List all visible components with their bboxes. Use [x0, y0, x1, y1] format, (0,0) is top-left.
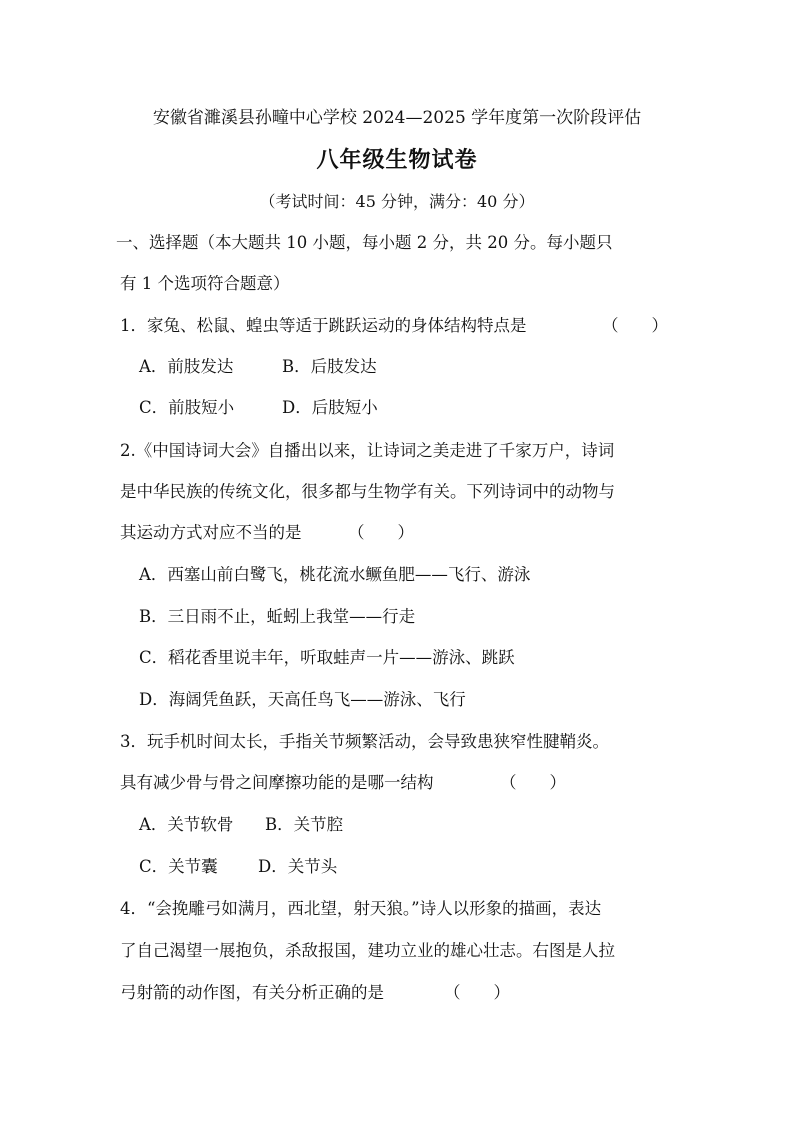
question-3-option-d: D．关节头 — [258, 857, 338, 876]
question-3-stem-line2: 具有减少骨与骨之间摩擦功能的是哪一结构 — [120, 773, 434, 792]
question-3-option-a: A．关节软骨 — [139, 815, 234, 834]
question-2-stem-line3: 其运动方式对应不当的是 — [120, 523, 302, 542]
question-2-answer-blank: （ ） — [348, 523, 414, 542]
question-2-option-c: C．稻花香里说丰年，听取蛙声一片——游泳、跳跃 — [139, 648, 515, 667]
question-3-option-b: B．关节腔 — [265, 815, 344, 834]
section-heading-line1: 一、选择题（本大题共 10 小题，每小题 2 分，共 20 分。每小题只 — [116, 233, 613, 252]
question-2-option-d: D．海阔凭鱼跃，天高任鸟飞——游泳、飞行 — [139, 690, 466, 709]
question-1-option-c: C．前肢短小 — [139, 398, 235, 417]
question-1-option-a: A．前肢发达 — [139, 357, 234, 376]
question-3-option-c: C．关节囊 — [139, 857, 218, 876]
question-4-stem-line1: 4．“会挽雕弓如满月，西北望，射天狼。”诗人以形象的描画，表达 — [120, 899, 602, 918]
question-3-answer-blank: （ ） — [500, 773, 566, 792]
question-2-option-b: B．三日雨不止，蚯蚓上我堂——行走 — [139, 607, 416, 626]
question-2-option-a: A．西塞山前白鹭飞，桃花流水鳜鱼肥——飞行、游泳 — [139, 565, 531, 584]
school-title: 安徽省濉溪县孙疃中心学校 2024—2025 学年度第一次阶段评估 — [152, 108, 642, 128]
question-1-stem: 1．家兔、松鼠、蝗虫等适于跳跃运动的身体结构特点是 — [120, 316, 527, 335]
question-1-answer-blank: （ ） — [602, 316, 668, 335]
question-2-stem-line2: 是中华民族的传统文化，很多都与生物学有关。下列诗词中的动物与 — [120, 482, 615, 501]
question-2-stem-line1: 2.《中国诗词大会》自播出以来，让诗词之美走进了千家万户，诗词 — [120, 441, 615, 460]
question-1-option-d: D．后肢短小 — [282, 398, 378, 417]
question-1-option-b: B．后肢发达 — [282, 357, 377, 376]
question-4-answer-blank: （ ） — [444, 983, 510, 1002]
question-3-stem-line1: 3．玩手机时间太长，手指关节频繁活动，会导致患狭窄性腱鞘炎。 — [120, 732, 609, 751]
section-heading-line2: 有 1 个选项符合题意） — [120, 274, 290, 293]
exam-info: （考试时间：45 分钟，满分：40 分） — [259, 192, 535, 211]
question-4-stem-line3: 弓射箭的动作图，有关分析正确的是 — [120, 983, 384, 1002]
question-4-stem-line2: 了自己渴望一展抱负，杀敌报国，建功立业的雄心壮志。右图是人拉 — [120, 941, 615, 960]
exam-title: 八年级生物试卷 — [316, 147, 478, 173]
